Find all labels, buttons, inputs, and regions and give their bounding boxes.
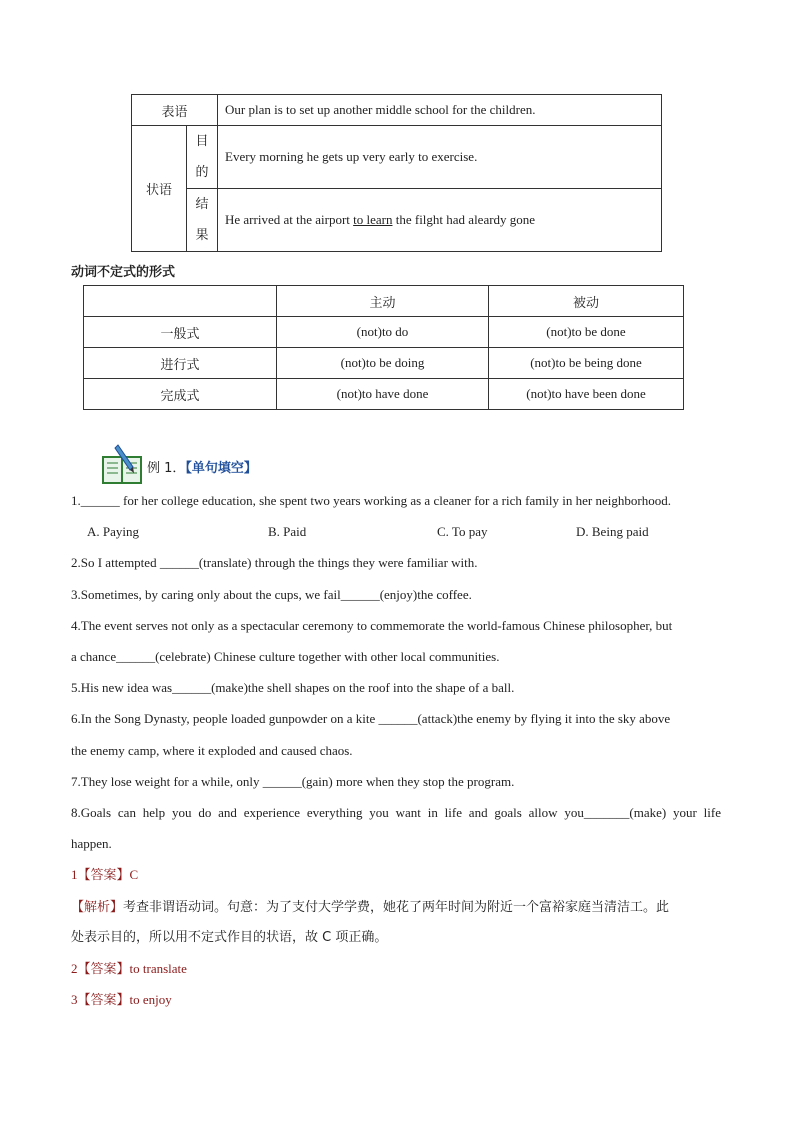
- question-6-line-2: the enemy camp, where it exploded and caused chaos.: [71, 743, 353, 758]
- cell: (not)to do: [277, 317, 489, 348]
- question-1: 1.______ for her college education, she spent two years working as a cleaner for a rich family in her neighborhood.: [71, 493, 671, 508]
- question-4-line-1: 4.The event serves not only as a spectacular ceremony to commemorate the world-famous Chinese philosopher, but: [71, 618, 673, 633]
- cell: (not)to have done: [277, 379, 489, 410]
- sub-label-result: 结 果: [187, 189, 218, 252]
- infinitive-forms-table: [83, 285, 684, 410]
- option-d: D. Being paid: [576, 524, 649, 539]
- header-empty: [84, 286, 277, 317]
- role-example-result: He arrived at the airport to learn the filght had aleardy gone: [218, 189, 662, 252]
- sub-label-purpose: 目 的: [187, 126, 218, 189]
- question-8-line-1: 8.Goals can help you do and experience everything you want in life and goals allow you_______(make) your life: [71, 805, 721, 820]
- question-7: 7.They lose weight for a while, only ______(gain) more when they stop the program.: [71, 774, 515, 789]
- sentence-role-table: [131, 94, 662, 252]
- cell: (not)to be done: [489, 317, 684, 348]
- option-a: A. Paying: [87, 524, 139, 539]
- cell: (not)to be doing: [277, 348, 489, 379]
- question-8-line-2: happen.: [71, 836, 112, 851]
- example-header: 例 1．【单句填空】: [147, 461, 257, 476]
- forms-heading: 动词不定式的形式: [71, 265, 176, 280]
- explanation-line-2: 处表示目的，所以用不定式作目的状语，故 C 项正确。: [71, 930, 388, 945]
- explanation-line-1: 【解析】考查非谓语动词。句意：为了支付大学学费，她花了两年时间为附近一个富裕家庭当清洁工。此: [71, 900, 670, 915]
- row-label-simple: 一般式: [84, 317, 277, 348]
- question-5: 5.His new idea was______(make)the shell shapes on the roof into the shape of a ball.: [71, 680, 515, 695]
- role-label-predicative: 表语: [132, 95, 218, 126]
- row-label-progressive: 进行式: [84, 348, 277, 379]
- header-active: 主动: [277, 286, 489, 317]
- question-2: 2.So I attempted ______(translate) through the things they were familiar with.: [71, 555, 478, 570]
- question-3: 3.Sometimes, by caring only about the cups, we fail______(enjoy)the coffee.: [71, 587, 472, 602]
- answer-1: 1【答案】C: [71, 867, 139, 883]
- option-c: C. To pay: [437, 524, 488, 539]
- role-label-adverbial: 状语: [132, 126, 187, 252]
- question-4-line-2: a chance______(celebrate) Chinese culture together with other local communities.: [71, 649, 500, 664]
- role-example-predicative: Our plan is to set up another middle school for the children.: [218, 95, 662, 126]
- option-b: B. Paid: [268, 524, 307, 539]
- row-label-perfect: 完成式: [84, 379, 277, 410]
- answer-2: 2【答案】to translate: [71, 961, 187, 977]
- cell: (not)to have been done: [489, 379, 684, 410]
- question-6-line-1: 6.In the Song Dynasty, people loaded gunpowder on a kite ______(attack)the enemy by flying it into the sky above: [71, 711, 671, 726]
- book-pencil-icon: [100, 443, 146, 490]
- cell: (not)to be being done: [489, 348, 684, 379]
- role-example-purpose: Every morning he gets up very early to exercise.: [218, 126, 662, 189]
- answer-3: 3【答案】to enjoy: [71, 992, 172, 1008]
- header-passive: 被动: [489, 286, 684, 317]
- question-1-options: [87, 524, 707, 540]
